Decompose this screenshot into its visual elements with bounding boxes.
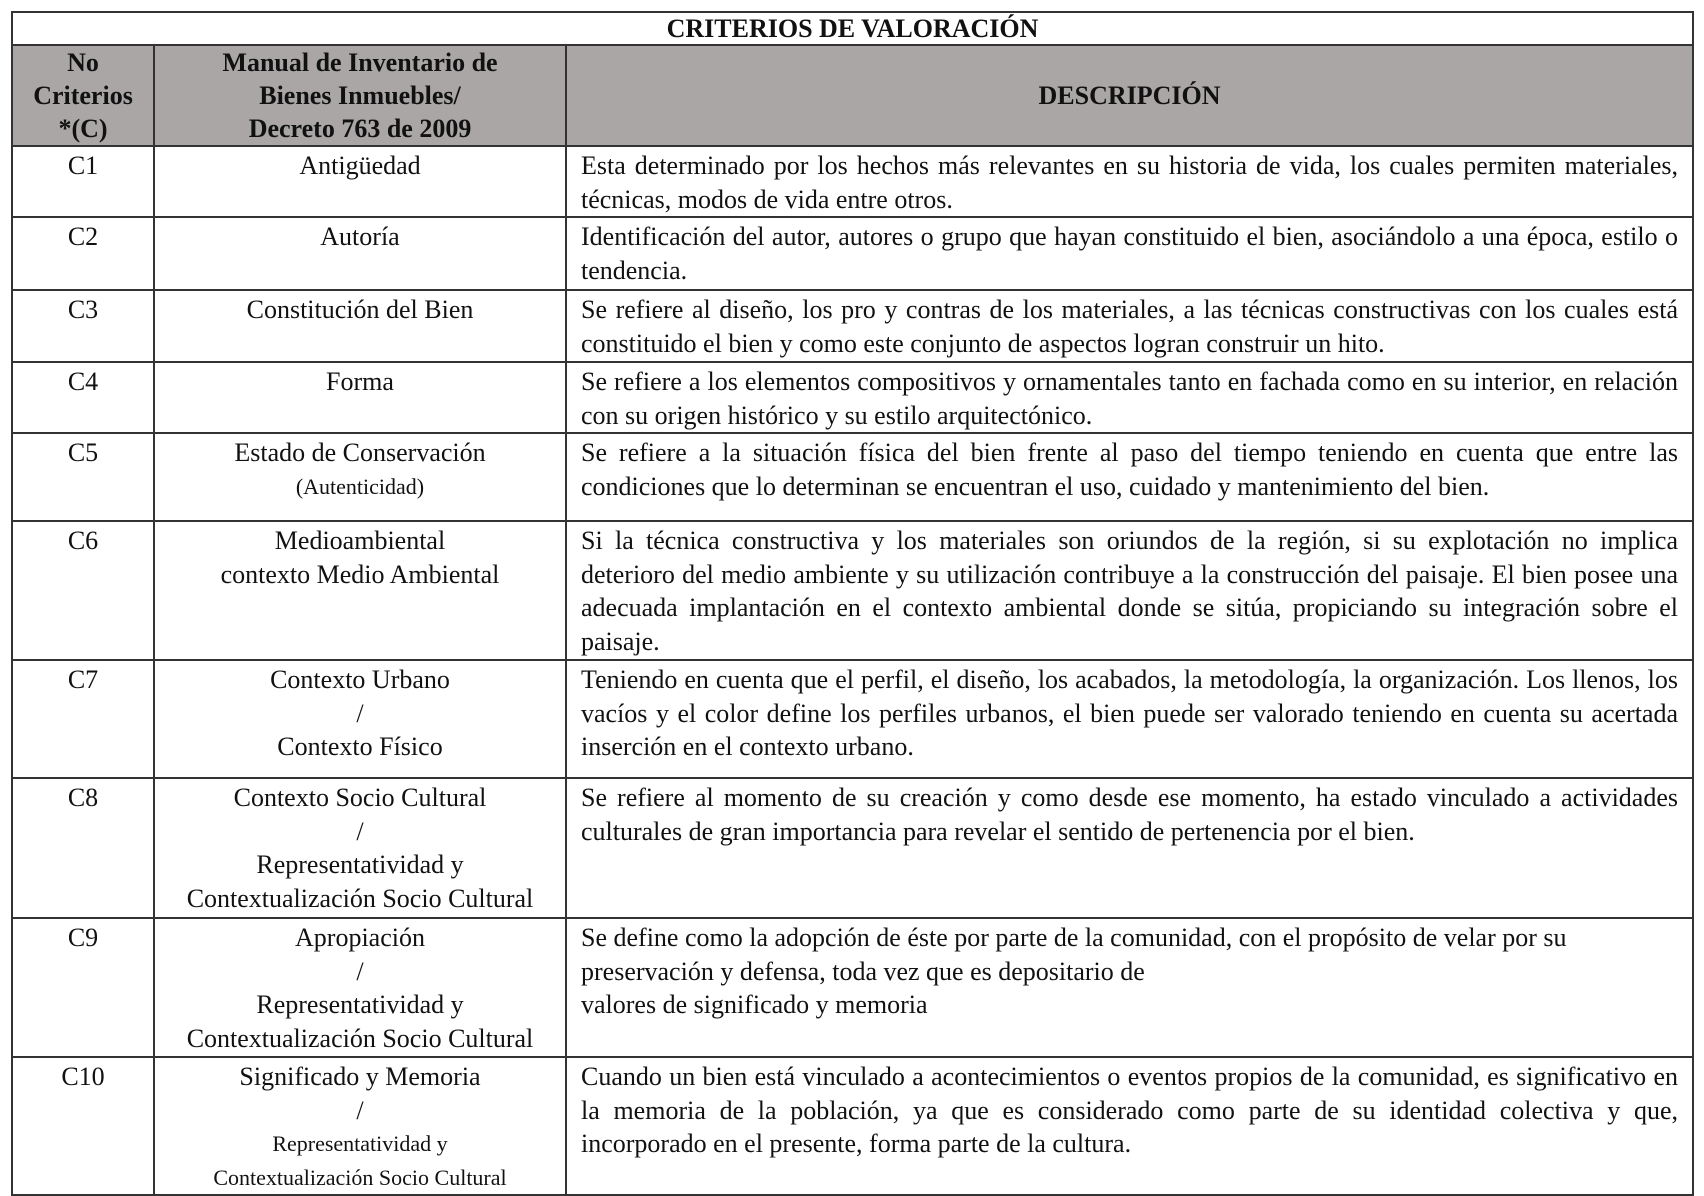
criterio-line: Significado y Memoria [239, 1062, 481, 1091]
criterio-line: / [356, 698, 364, 728]
descripcion-text: Se refiere a la situación física del bien frente al paso del tiempo teniendo en cuenta que entre las condiciones que lo determinan se encuentran el uso, cuidado y mantenimiento del bien. [581, 438, 1678, 501]
criterio-name [154, 362, 566, 433]
criterio-line: (Autenticidad) [295, 473, 425, 499]
criterio-descripcion [566, 778, 1693, 918]
header-line: Criterios [33, 81, 133, 110]
criterio-line: Contextualización Socio Cultural [186, 883, 534, 913]
criterio-name [154, 217, 566, 290]
table-row [12, 778, 1693, 918]
criterio-name [154, 778, 566, 918]
criterio-id: C5 [12, 433, 154, 521]
descripcion-text: Identificación del autor, autores o grupo que hayan constituido el bien, asociándolo a una época, estilo o tendencia. [581, 222, 1678, 285]
criterio-line: / [356, 816, 364, 846]
header-line: *(C) [58, 114, 108, 143]
criterio-id: C9 [12, 918, 154, 1057]
criterio-id: C2 [12, 217, 154, 290]
criterio-line: Constitución del Bien [246, 295, 474, 324]
header-manual [154, 45, 566, 146]
criterio-id: C6 [12, 521, 154, 660]
criterio-line: Contexto Físico [277, 732, 443, 761]
criterio-line: / [356, 1095, 364, 1125]
criterio-descripcion [566, 290, 1693, 362]
criteria-table [11, 11, 1694, 1196]
criterio-descripcion [566, 362, 1693, 433]
criterio-descripcion [566, 1057, 1693, 1195]
criterio-id: C10 [12, 1057, 154, 1195]
header-descripcion: DESCRIPCIÓN [566, 45, 1693, 146]
table-row [12, 1057, 1693, 1195]
criterio-line: Contexto Socio Cultural [233, 783, 487, 812]
descripcion-text: Se refiere al diseño, los pro y contras de los materiales, a las técnicas constructivas con los cuales está constituido el bien y como este conjunto de aspectos logran construir un hito. [581, 295, 1678, 358]
descripcion-text: Teniendo en cuenta que el perfil, el diseño, los acabados, la metodología, la organización. Los llenos, los vacíos y el color define los perfiles urbanos, el bien puede ser valorado teniendo en cuenta su acertada inserción en el contexto urbano. [581, 665, 1678, 761]
header-line: Bienes Inmuebles/ [259, 81, 461, 110]
criterio-name [154, 290, 566, 362]
table-row [12, 362, 1693, 433]
descripcion-text: Si la técnica constructiva y los materiales son oriundos de la región, si su explotación no implica deterioro del medio ambiente y su utilización contribuye a la construcción del paisaje. El bien posee una adecuada implantación en el contexto ambiental donde se sitúa, propiciando su integración sobre el paisaje. [581, 526, 1678, 656]
table-row [12, 660, 1693, 778]
criterio-descripcion [566, 433, 1693, 521]
criterio-id: C4 [12, 362, 154, 433]
criterio-descripcion [566, 521, 1693, 660]
criterio-line: Autoría [320, 222, 400, 251]
table-row [12, 217, 1693, 290]
criterio-name [154, 146, 566, 217]
criterio-descripcion [566, 146, 1693, 217]
criterio-line: contexto Medio Ambiental [220, 559, 500, 589]
descripcion-text: Se refiere al momento de su creación y como desde ese momento, ha estado vinculado a actividades culturales de gran importancia para revelar el sentido de pertenencia por el bien. [581, 783, 1678, 846]
criterio-line: Contexto Urbano [270, 665, 450, 694]
criterio-line: Contextualización Socio Cultural [186, 1023, 534, 1053]
criterio-name [154, 1057, 566, 1195]
criterio-line: Forma [326, 367, 394, 396]
criterio-id: C1 [12, 146, 154, 217]
criterio-name [154, 918, 566, 1057]
table-row [12, 290, 1693, 362]
criterio-descripcion [566, 217, 1693, 290]
criterio-id: C3 [12, 290, 154, 362]
criterio-id: C7 [12, 660, 154, 778]
descripcion-text [581, 921, 1678, 1022]
criterio-line: / [356, 956, 364, 986]
criterio-name [154, 521, 566, 660]
criterio-name [154, 433, 566, 521]
criterio-line: Contextualización Socio Cultural [213, 1164, 507, 1190]
criterio-name [154, 660, 566, 778]
criterio-descripcion [566, 660, 1693, 778]
table-row [12, 918, 1693, 1057]
descripcion-text: Esta determinado por los hechos más relevantes en su historia de vida, los cuales permiten materiales, técnicas, modos de vida entre otros. [581, 151, 1678, 214]
table-row [12, 433, 1693, 521]
criterio-line: Medioambiental [274, 526, 446, 555]
criterio-descripcion [566, 918, 1693, 1057]
descripcion-line: valores de significado y memoria [581, 990, 928, 1019]
criterio-line: Representatividad y [272, 1131, 448, 1156]
criterio-line: Estado de Conservación [234, 438, 486, 467]
criterio-line: Representatividad y [256, 990, 464, 1019]
table-row [12, 146, 1693, 217]
table-title: CRITERIOS DE VALORACIÓN [12, 12, 1693, 45]
criterio-id: C8 [12, 778, 154, 918]
descripcion-line: Se define como la adopción de éste por parte de la comunidad, con el propósito de velar por su preservación y defensa, toda vez que es depositario de [581, 923, 1567, 986]
table-row [12, 521, 1693, 660]
header-line: Decreto 763 de 2009 [248, 114, 472, 143]
criterio-line: Representatividad y [256, 850, 464, 879]
header-no-criterios [12, 45, 154, 146]
header-line: Manual de Inventario de [222, 48, 498, 77]
descripcion-text: Se refiere a los elementos compositivos y ornamentales tanto en fachada como en su interior, en relación con su origen histórico y su estilo arquitectónico. [581, 367, 1678, 430]
criterio-line: Apropiación [295, 923, 425, 952]
header-line: No [67, 48, 99, 77]
criterio-line: Antigüedad [299, 151, 421, 180]
descripcion-text: Cuando un bien está vinculado a acontecimientos o eventos propios de la comunidad, es significativo en la memoria de la población, ya que es considerado como parte de su identidad colectiva y que, incorporado en el presente, forma parte de la cultura. [581, 1062, 1678, 1158]
